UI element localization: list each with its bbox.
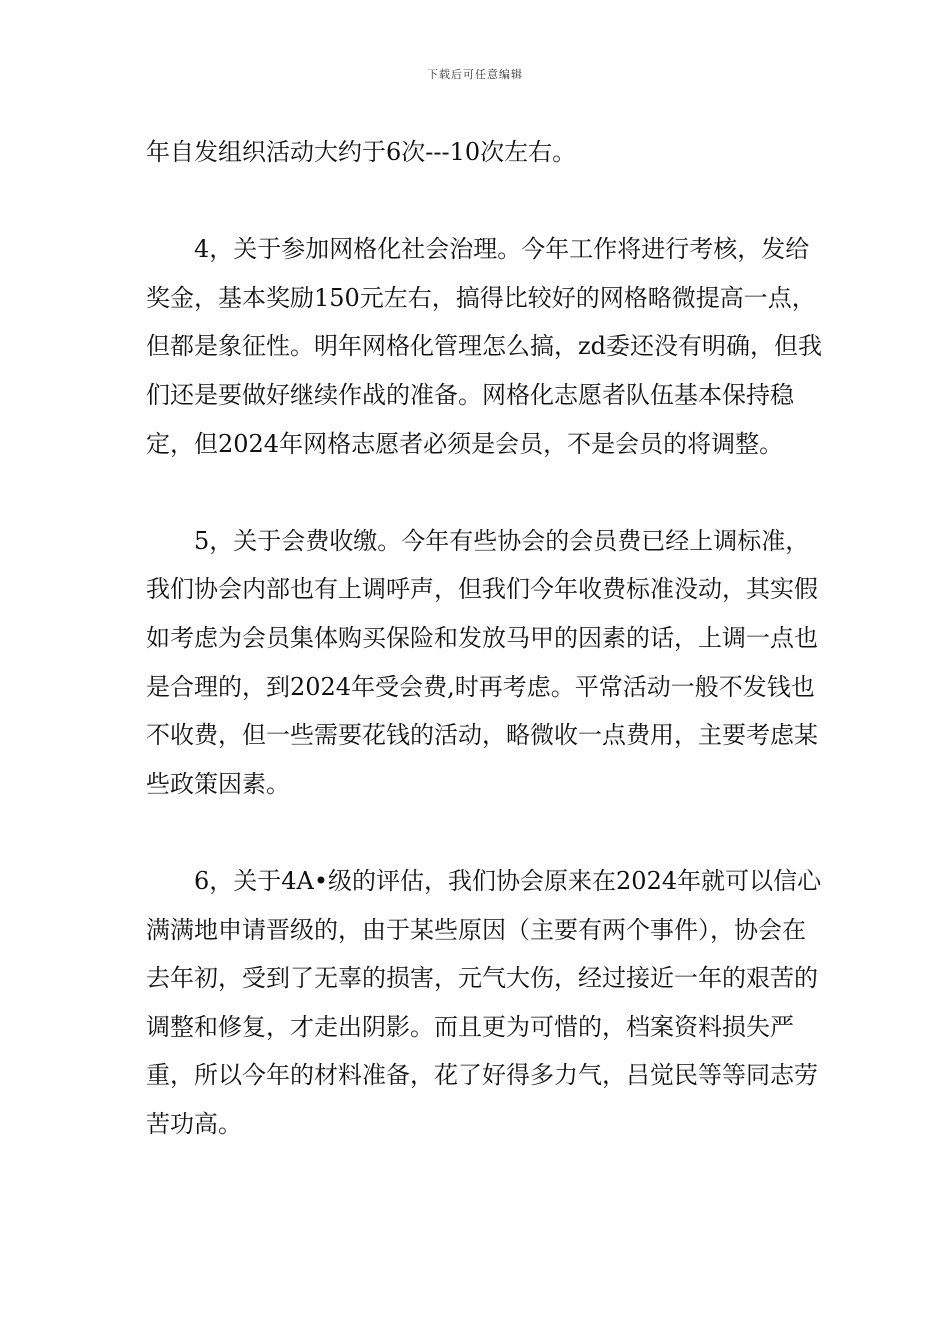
page-header: 下载后可任意编辑 — [427, 68, 523, 81]
paragraph-item-4: 4，关于参加网格化社会治理。今年工作将进行考核，发给奖金，基本奖励150元左右，搞得比较好的网格略微提高一点，但都是象征性。明年网格化管理怎么搞，zd委还没有明确，但我们还是要做好继续作战的准备。网格化志愿者队伍基本保持稳定，但2024年网格志愿者必须是会员，不是会员的将调整。 — [146, 235, 823, 458]
paragraph-continuation: 年自发组织活动大约于6次---10次左右。 — [146, 138, 577, 166]
document-body — [146, 128, 826, 1148]
paragraph-item-6: 6，关于4A•级的评估，我们协会原来在2024年就可以信心满满地申请晋级的，由于某些原因（主要有两个事件），协会在去年初，受到了无辜的损害，元气大伤，经过接近一年的艰苦的调整和修复，才走出阴影。而且更为可惜的，档案资料损失严重，所以今年的材料准备，花了好得多力气，吕觉民等等同志劳苦功高。 — [146, 866, 822, 1138]
paragraph-item-5: 5，关于会费收缴。今年有些协会的会员费已经上调标准，我们协会内部也有上调呼声，但我们今年收费标准没动，其实假如考虑为会员集体购买保险和发放马甲的因素的话，上调一点也是合理的，到2024年受会费,时再考虑。平常活动一般不发钱也不收费，但一些需要花钱的活动，略微收一点费用，主要考虑某些政策因素。 — [146, 526, 818, 798]
